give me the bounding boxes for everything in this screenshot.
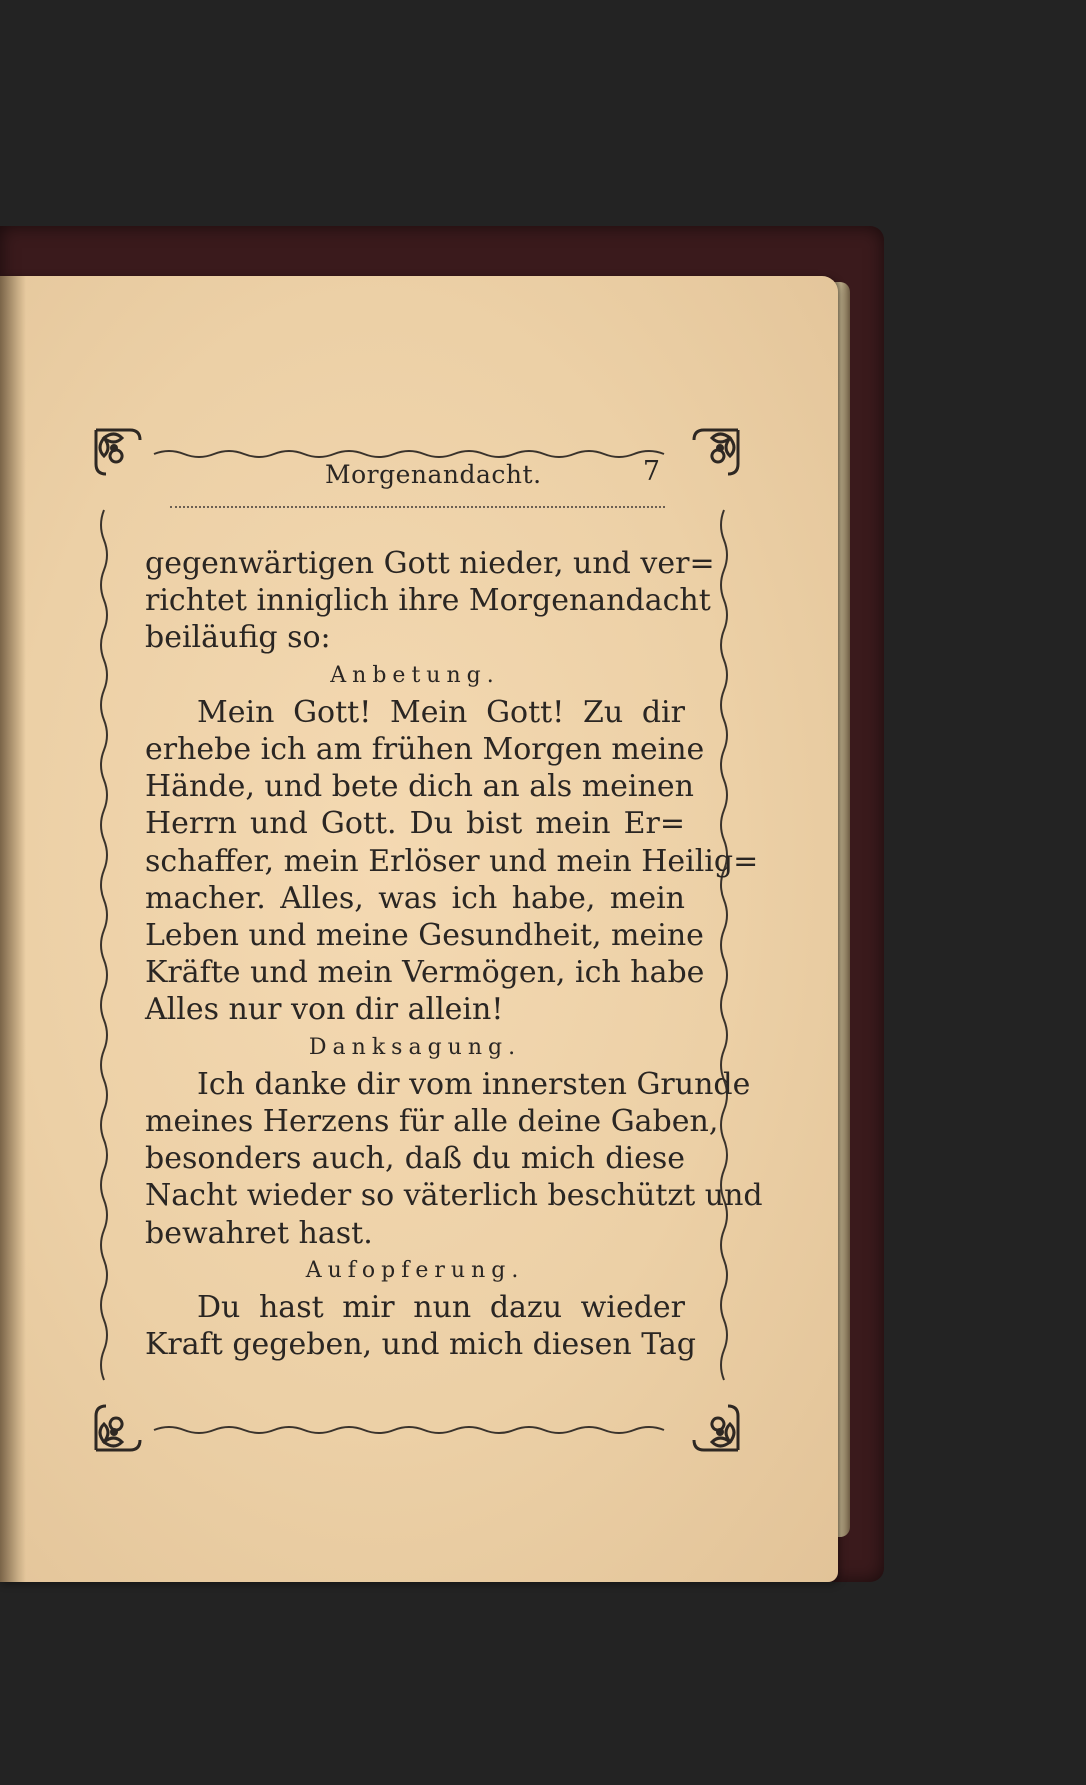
- text-line: Leben und meine Gesundheit, meine: [145, 918, 704, 954]
- header-rule: [170, 506, 665, 508]
- text-line: macher. Alles, was ich habe, mein: [145, 880, 685, 916]
- running-title: Morgenandacht.: [325, 460, 542, 489]
- section-heading: Danksagung.: [308, 1034, 522, 1060]
- text-line: Kraft gegeben, und mich diesen Tag: [145, 1327, 697, 1363]
- text-line: Du hast mir nun dazu wieder: [197, 1290, 685, 1326]
- text-line: bewahret hast.: [145, 1215, 373, 1251]
- text-line: Nacht wieder so väterlich beschützt und: [145, 1178, 763, 1214]
- section-heading: Aufopferung.: [305, 1257, 525, 1283]
- page-text: [145, 545, 763, 1363]
- corner-ornament-icon: [90, 424, 160, 494]
- text-line: Herrn und Gott. Du bist mein Er=: [145, 806, 685, 842]
- text-line: erhebe ich am frühen Morgen meine: [145, 732, 705, 768]
- section-heading: Anbetung.: [330, 662, 500, 688]
- corner-ornament-icon: [674, 424, 744, 494]
- text-line: gegenwärtigen Gott nieder, und ver=: [145, 546, 715, 581]
- text-line: besonders auch, daß du mich diese: [145, 1141, 685, 1177]
- running-header: [230, 456, 660, 500]
- text-line: Alles nur von dir allein!: [145, 992, 504, 1028]
- text-line: meines Herzens für alle deine Gaben,: [145, 1104, 719, 1140]
- page-number: 7: [642, 456, 660, 487]
- text-line: Ich danke dir vom innersten Grunde: [197, 1066, 751, 1102]
- text-line: beiläufig so:: [145, 620, 331, 656]
- corner-ornament-icon: [90, 1386, 160, 1456]
- text-line: richtet inniglich ihre Morgenandacht: [145, 583, 711, 619]
- corner-ornament-icon: [674, 1386, 744, 1456]
- text-line: Kräfte und mein Vermögen, ich habe: [145, 955, 705, 991]
- text-line: Mein Gott! Mein Gott! Zu dir: [197, 694, 685, 730]
- text-line: schaffer, mein Erlöser und mein Heilig=: [145, 843, 759, 879]
- page-gutter: [0, 276, 26, 1582]
- text-line: Hände, und bete dich an als meinen: [145, 769, 694, 805]
